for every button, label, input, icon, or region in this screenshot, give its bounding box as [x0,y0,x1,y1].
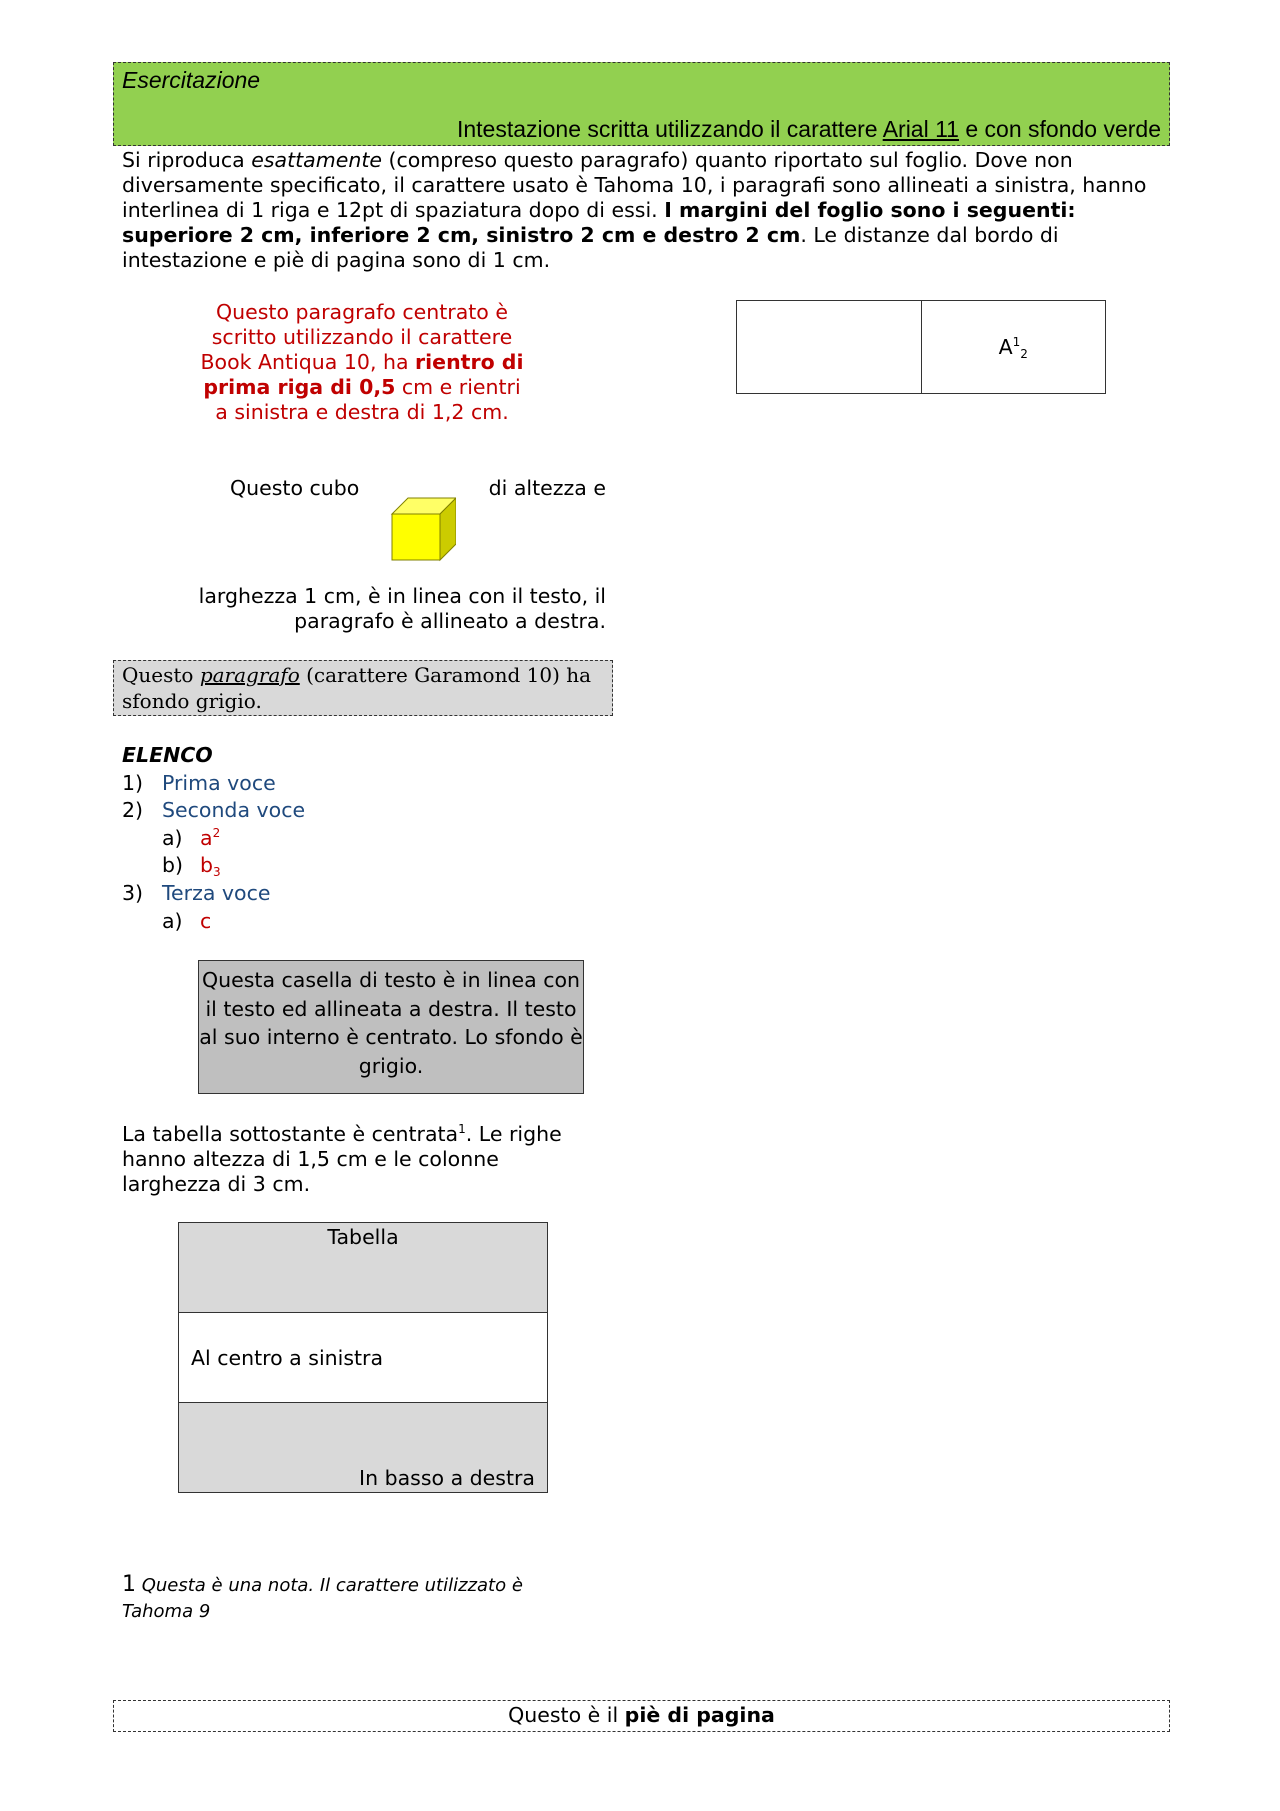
cube-text-left: Questo cubo [230,476,360,500]
list-item: 2) Seconda voce [122,798,306,823]
header-title: Esercitazione [122,67,261,93]
cube-paragraph [122,476,606,566]
header-font-name: Arial 11 [882,116,959,142]
cube-text-right: di altezza e [488,476,606,500]
side-table-cell-empty [737,301,922,394]
side-table [736,300,1106,394]
footnote-reference[interactable]: 1 [458,1122,466,1136]
table-intro-paragraph: La tabella sottostante è centrata$^1$. Le righe hanno altezza di 1,5 cm e le colonne larghezza di 3 cm. [122,1122,562,1196]
table-cell-middle-left: Al centro a sinistra [179,1313,548,1403]
gray-text-box: Questa casella di testo è in linea con il testo ed allineata a destra. Il testo al suo interno è centrato. Lo sfondo è grigio. [198,960,584,1094]
side-table-cell-formula: $A^1_2$ [921,301,1106,394]
table-cell-bottom-right: In basso a destra [179,1403,548,1493]
page-footer: Questo è il piè di pagina [113,1700,1170,1732]
list-subitem: b) $b_3$ [162,853,221,880]
gray-paragraph: Questo paragrafo (carattere Garamond 10) ha sfondo grigio. [113,660,613,716]
centered-paragraph: Questo paragrafo centrato è scritto utilizzando il carattere Book Antiqua 10, ha rientro di prima riga di 0,5 cm e rientri a sinistra e destra di 1,2 cm. [200,300,524,424]
intro-paragraph: Si riproduca esattamente (compreso questo paragrafo) quanto riportato sul foglio. Dove non diversamente specificato, il carattere usato è Tahoma 10, i paragrafi sono allineati a sinistra, hanno interlinea di 1 riga e 12pt di spaziatura dopo di essi. I margini del foglio sono i seguenti: superiore 2 cm, inferiore 2 cm, sinistro 2 cm e destro 2 cm. Le distanze dal bordo di intestazione e piè di pagina sono di 1 cm. [122,148,1147,272]
cube-paragraph-continuation: larghezza 1 cm, è in linea con il testo, il paragrafo è allineato a destra. [198,584,606,633]
list-subitem: a) c [162,908,212,933]
list-item: 3) Terza voce [122,880,271,905]
cube-image [390,494,456,562]
footnote: 1 Questa è una nota. Il carattere utilizzato è Tahoma 9 [122,1572,523,1622]
numbered-list [122,742,306,935]
table-cell-top-center: Tabella [179,1223,548,1313]
list-item: 1) Prima voce [122,770,276,795]
page-header [113,62,1170,146]
list-subitem: a) $a^2$ [162,825,221,850]
header-subtitle: Intestazione scritta utilizzando il carattere Arial 11 e con sfondo verde [456,116,1161,142]
list-heading: ELENCO [122,743,213,767]
centered-table [178,1222,548,1493]
